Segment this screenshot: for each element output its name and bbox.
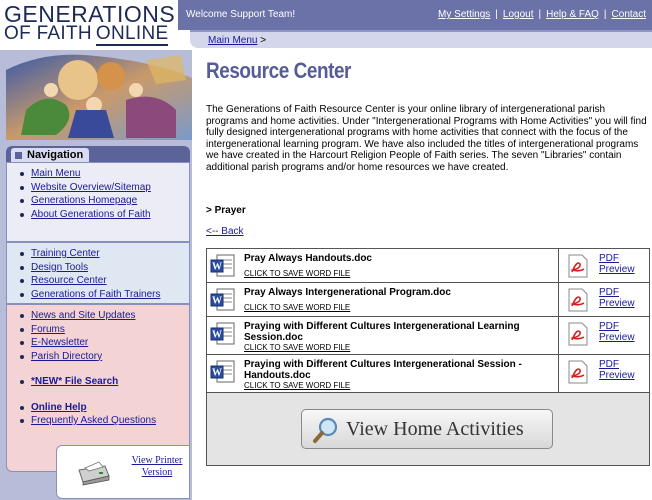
- list-item: [17, 323, 189, 337]
- word-doc-icon[interactable]: [210, 254, 236, 278]
- nav-file-search-link[interactable]: *NEW* File Search: [31, 376, 119, 387]
- printer-icon[interactable]: [75, 458, 111, 486]
- nav-square-icon: [15, 152, 22, 159]
- welcome-text: Welcome Support Team!: [186, 9, 296, 20]
- my-settings-link[interactable]: My Settings: [438, 9, 491, 20]
- word-doc-icon[interactable]: [210, 322, 236, 346]
- pdf-link[interactable]: PDF: [599, 321, 619, 332]
- list-item: [17, 167, 189, 181]
- pdf-preview-link[interactable]: Preview: [599, 332, 635, 343]
- list-item: [17, 336, 189, 350]
- intro-paragraph: The Generations of Faith Resource Center is your online library of intergenerational parish programs and home activities. Under "Intergenerational Programs with Home Activities" you will find fully designed intergenerational programs with home activities that connect with the focus of the intergenerational learning program. We have also included the titles of intergenerational programs we have created in the Harcourt Religion People of Faith series. The seven "Libraries" contain additional parish programs and/or home resources we have created.: [206, 104, 647, 173]
- nav-homepage-link[interactable]: Generations Homepage: [31, 195, 138, 206]
- word-doc-icon[interactable]: [210, 360, 236, 384]
- nav-section-tools: [6, 242, 190, 304]
- pdf-preview-link[interactable]: Preview: [599, 264, 635, 275]
- top-link-separator: |: [603, 9, 607, 20]
- list-item: [17, 194, 189, 208]
- save-word-file-link[interactable]: CLICK TO SAVE WORD FILE: [244, 381, 351, 390]
- nav-resource-center-link[interactable]: Resource Center: [31, 275, 107, 286]
- nav-about-link[interactable]: About Generations of Faith: [31, 208, 151, 220]
- table-row: [207, 317, 649, 355]
- magnifier-icon: [312, 416, 340, 444]
- nav-enewsletter-link[interactable]: E-Newsletter: [31, 337, 89, 348]
- nav-design-tools-link[interactable]: Design Tools: [31, 261, 89, 273]
- list-item: [17, 274, 189, 288]
- pdf-preview-link[interactable]: Preview: [599, 298, 635, 309]
- hero-artwork-image: [6, 50, 192, 140]
- file-name: Praying with Different Cultures Intergenerational Session - Handouts.doc: [244, 359, 522, 381]
- top-link-separator: |: [495, 9, 498, 20]
- file-name: Pray Always Handouts.doc: [244, 253, 372, 264]
- list-item: [17, 208, 189, 222]
- nav-news-link[interactable]: News and Site Updates: [31, 310, 136, 321]
- view-home-activities-button[interactable]: [301, 409, 553, 449]
- word-doc-icon[interactable]: [210, 288, 236, 312]
- svg-text:W: W: [212, 329, 222, 341]
- page-title: Resource Center: [206, 58, 351, 83]
- breadcrumb: [190, 30, 652, 48]
- nav-section-main: [6, 162, 190, 242]
- table-row: [207, 355, 649, 393]
- logo-online: ONLINE: [95, 23, 169, 44]
- section-label: > Prayer: [206, 205, 246, 216]
- left-sidebar: [0, 50, 192, 500]
- contact-link[interactable]: Contact: [611, 9, 646, 20]
- navigation-title: Navigation: [27, 149, 84, 161]
- list-item: [17, 261, 189, 275]
- site-logo[interactable]: [0, 0, 190, 50]
- nav-main-menu-link[interactable]: Main Menu: [31, 168, 81, 179]
- table-row: [207, 283, 649, 317]
- breadcrumb-arrow: >: [260, 35, 267, 46]
- nav-online-help-link[interactable]: Online Help: [31, 401, 87, 413]
- pdf-icon[interactable]: [567, 288, 589, 312]
- list-item: [17, 414, 189, 428]
- file-name: Praying with Different Cultures Intergenerational Learning Session.doc: [244, 321, 520, 343]
- nav-sitemap-link[interactable]: Website Overview/Sitemap: [31, 181, 151, 193]
- logout-link[interactable]: Logout: [502, 9, 534, 20]
- logo-line-1: GENERATIONS: [4, 1, 176, 27]
- view-printer-version-link[interactable]: View Printer Version: [131, 455, 183, 478]
- help-faq-link[interactable]: Help & FAQ: [546, 9, 599, 20]
- pdf-icon[interactable]: [567, 360, 589, 384]
- nav-parish-directory-link[interactable]: Parish Directory: [31, 350, 103, 362]
- nav-trainers-link[interactable]: Generations of Faith Trainers: [31, 288, 161, 300]
- pdf-icon[interactable]: [567, 254, 589, 278]
- top-link-separator: |: [538, 9, 542, 20]
- table-row: [207, 249, 649, 283]
- view-home-activities-label: View Home Activities: [346, 418, 524, 440]
- nav-faq-link[interactable]: Frequently Asked Questions: [31, 415, 157, 426]
- logo-line-2: [4, 24, 168, 44]
- nav-forums-link[interactable]: Forums: [31, 323, 65, 335]
- file-table: [206, 248, 650, 466]
- pdf-link[interactable]: PDF: [599, 287, 619, 298]
- list-item: [17, 401, 189, 415]
- pdf-icon[interactable]: [567, 322, 589, 346]
- list-item: [17, 247, 189, 261]
- save-word-file-link[interactable]: CLICK TO SAVE WORD FILE: [244, 269, 351, 278]
- svg-text:W: W: [212, 295, 222, 307]
- svg-text:W: W: [212, 367, 222, 379]
- printer-version-box: [56, 445, 190, 499]
- list-item: [17, 375, 189, 389]
- list-item: [17, 350, 189, 364]
- list-item: [17, 288, 189, 302]
- pdf-link[interactable]: PDF: [599, 253, 619, 264]
- pdf-preview-link[interactable]: Preview: [599, 370, 635, 381]
- breadcrumb-main-menu-link[interactable]: Main Menu: [208, 35, 258, 46]
- list-item: [17, 181, 189, 195]
- file-name: Pray Always Intergenerational Program.doc: [244, 287, 451, 298]
- top-links: [438, 9, 646, 20]
- top-bar: [178, 0, 652, 30]
- svg-text:W: W: [212, 261, 222, 273]
- file-table-footer: [207, 393, 649, 465]
- back-link[interactable]: <-- Back: [206, 226, 244, 237]
- save-word-file-link[interactable]: CLICK TO SAVE WORD FILE: [244, 303, 351, 312]
- logo-line-2-prefix: OF FAITH: [4, 23, 92, 44]
- save-word-file-link[interactable]: CLICK TO SAVE WORD FILE: [244, 343, 351, 352]
- navigation-header: [6, 146, 190, 162]
- list-item: [17, 309, 189, 323]
- nav-training-center-link[interactable]: Training Center: [31, 248, 100, 259]
- pdf-link[interactable]: PDF: [599, 359, 619, 370]
